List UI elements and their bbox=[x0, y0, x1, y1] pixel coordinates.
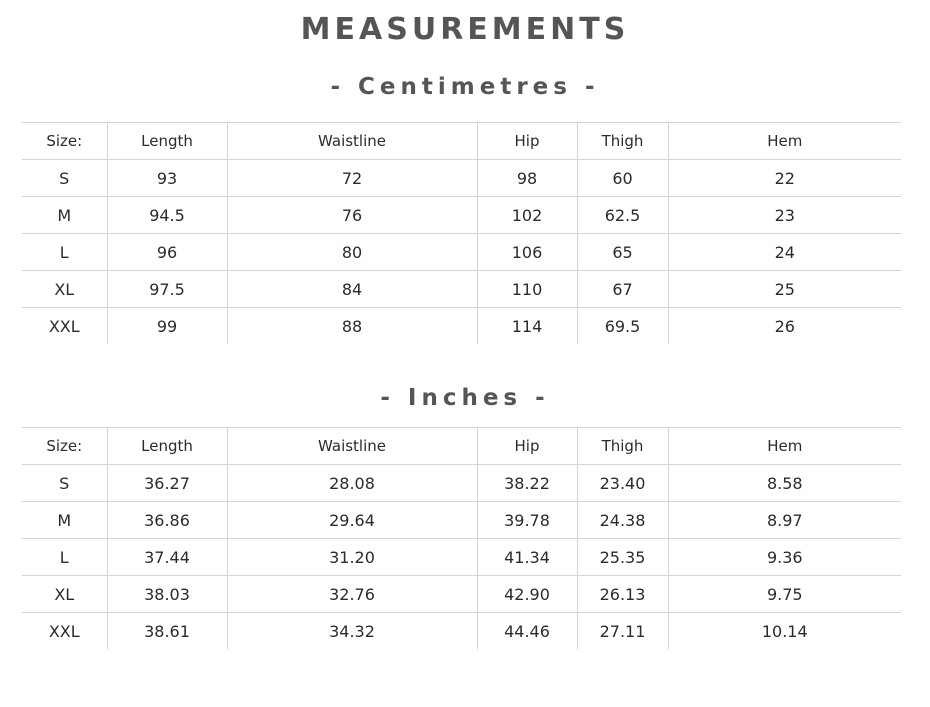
table-row bbox=[22, 613, 901, 650]
thigh-cell: 67 bbox=[577, 271, 668, 308]
hem-cell: 8.97 bbox=[668, 502, 901, 539]
length-cell: 99 bbox=[107, 308, 227, 345]
thigh-cell: 60 bbox=[577, 160, 668, 197]
hip-cell: 110 bbox=[477, 271, 577, 308]
waistline-cell: 34.32 bbox=[227, 613, 477, 650]
table-row bbox=[22, 576, 901, 613]
hem-cell: 25 bbox=[668, 271, 901, 308]
hip-cell: 39.78 bbox=[477, 502, 577, 539]
thigh-cell: 23.40 bbox=[577, 465, 668, 502]
size-cell: S bbox=[22, 465, 107, 502]
hem-cell: 8.58 bbox=[668, 465, 901, 502]
size-cell: XL bbox=[22, 271, 107, 308]
hip-cell: 41.34 bbox=[477, 539, 577, 576]
hem-cell: 9.75 bbox=[668, 576, 901, 613]
length-cell: 36.27 bbox=[107, 465, 227, 502]
size-cell: XL bbox=[22, 576, 107, 613]
header-hip: Hip bbox=[477, 428, 577, 465]
thigh-cell: 27.11 bbox=[577, 613, 668, 650]
length-cell: 38.61 bbox=[107, 613, 227, 650]
header-hem: Hem bbox=[668, 123, 901, 160]
hem-cell: 23 bbox=[668, 197, 901, 234]
waistline-cell: 80 bbox=[227, 234, 477, 271]
length-cell: 94.5 bbox=[107, 197, 227, 234]
length-cell: 96 bbox=[107, 234, 227, 271]
hem-cell: 9.36 bbox=[668, 539, 901, 576]
header-waistline: Waistline bbox=[227, 123, 477, 160]
waistline-cell: 76 bbox=[227, 197, 477, 234]
hip-cell: 98 bbox=[477, 160, 577, 197]
thigh-cell: 69.5 bbox=[577, 308, 668, 345]
length-cell: 93 bbox=[107, 160, 227, 197]
header-thigh: Thigh bbox=[577, 428, 668, 465]
hem-cell: 24 bbox=[668, 234, 901, 271]
centimetres-table-body bbox=[22, 160, 901, 345]
hem-cell: 22 bbox=[668, 160, 901, 197]
waistline-cell: 72 bbox=[227, 160, 477, 197]
inches-section-title: - Inches - bbox=[380, 385, 550, 411]
size-cell: XXL bbox=[22, 613, 107, 650]
header-waistline: Waistline bbox=[227, 428, 477, 465]
thigh-cell: 65 bbox=[577, 234, 668, 271]
hem-cell: 26 bbox=[774, 316, 795, 336]
hip-cell: 44.46 bbox=[477, 613, 577, 650]
table-row bbox=[22, 539, 901, 576]
waistline-cell: 88 bbox=[227, 308, 477, 345]
table-row bbox=[22, 502, 901, 539]
size-cell: M bbox=[22, 197, 107, 234]
header-hem: Hem bbox=[668, 428, 901, 465]
table-row bbox=[22, 234, 901, 271]
hip-cell: 38.22 bbox=[477, 465, 577, 502]
table-row bbox=[22, 308, 901, 345]
centimetres-size-table bbox=[22, 122, 901, 344]
table-header-row bbox=[22, 428, 901, 465]
waistline-cell: 32.76 bbox=[227, 576, 477, 613]
size-cell: S bbox=[22, 160, 107, 197]
waistline-cell: 28.08 bbox=[227, 465, 477, 502]
header-hip: Hip bbox=[477, 123, 577, 160]
header-length: Length bbox=[107, 123, 227, 160]
length-cell: 38.03 bbox=[107, 576, 227, 613]
hip-cell: 106 bbox=[477, 234, 577, 271]
page-title: MEASUREMENTS bbox=[300, 12, 630, 47]
inches-table-body bbox=[22, 465, 901, 650]
size-cell: L bbox=[22, 234, 107, 271]
length-cell: 97.5 bbox=[107, 271, 227, 308]
thigh-cell: 24.38 bbox=[577, 502, 668, 539]
table-row bbox=[22, 271, 901, 308]
table-row bbox=[22, 197, 901, 234]
hip-cell: 42.90 bbox=[477, 576, 577, 613]
inches-size-table bbox=[22, 427, 901, 649]
header-length: Length bbox=[107, 428, 227, 465]
table-header-row bbox=[22, 123, 901, 160]
header-size: Size: bbox=[22, 428, 107, 465]
table-row bbox=[22, 465, 901, 502]
size-cell: M bbox=[22, 502, 107, 539]
hem-cell: 10.14 bbox=[761, 621, 808, 641]
header-thigh: Thigh bbox=[577, 123, 668, 160]
thigh-cell: 62.5 bbox=[577, 197, 668, 234]
length-cell: 36.86 bbox=[107, 502, 227, 539]
thigh-cell: 25.35 bbox=[577, 539, 668, 576]
header-size: Size: bbox=[22, 123, 107, 160]
centimetres-section-title: - Centimetres - bbox=[330, 74, 600, 100]
waistline-cell: 29.64 bbox=[227, 502, 477, 539]
waistline-cell: 84 bbox=[227, 271, 477, 308]
length-cell: 37.44 bbox=[107, 539, 227, 576]
size-cell: XXL bbox=[22, 308, 107, 345]
table-row bbox=[22, 160, 901, 197]
size-cell: L bbox=[22, 539, 107, 576]
thigh-cell: 26.13 bbox=[577, 576, 668, 613]
hip-cell: 102 bbox=[477, 197, 577, 234]
hip-cell: 114 bbox=[477, 308, 577, 345]
waistline-cell: 31.20 bbox=[227, 539, 477, 576]
